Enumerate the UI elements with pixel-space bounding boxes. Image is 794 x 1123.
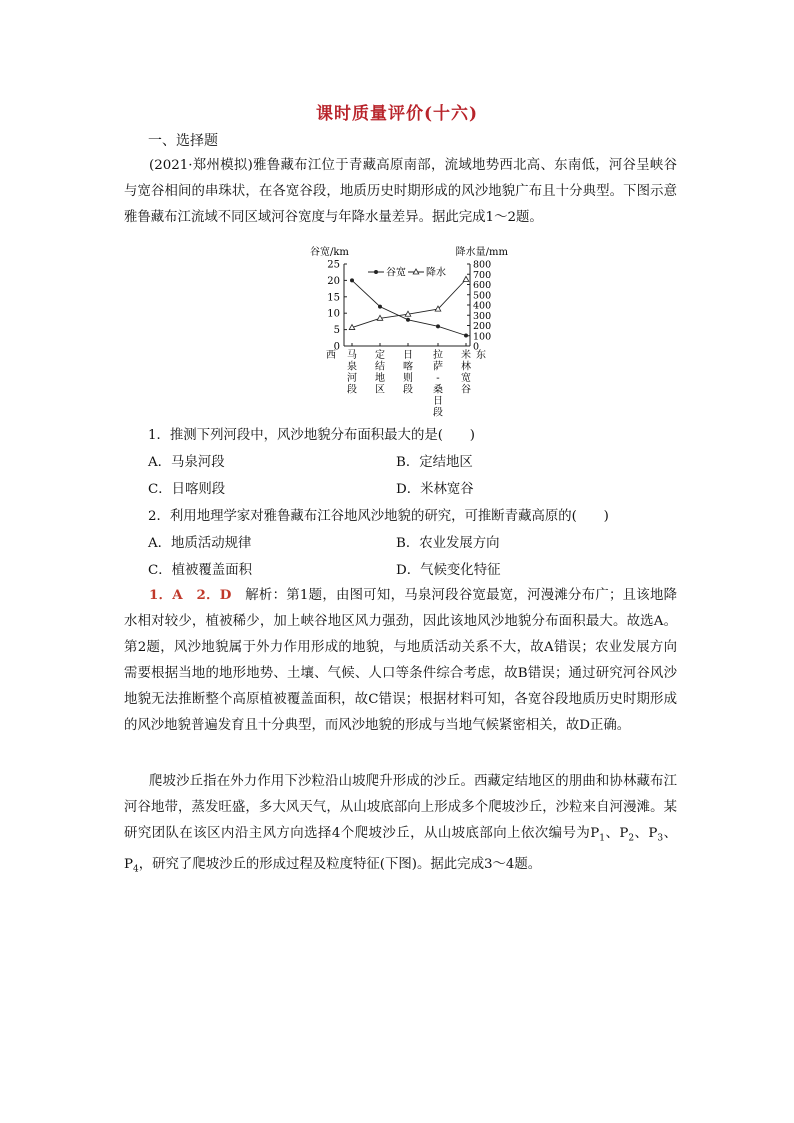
x-tick-label: 拉萨-桑日段: [433, 350, 443, 419]
q2-option-b[interactable]: B．农业发展方向: [396, 536, 500, 551]
legend-width-label: 谷宽: [386, 267, 406, 279]
page-title: 课时质量评价(十六): [315, 104, 479, 124]
left-tick-label: 25: [327, 259, 340, 271]
q2-option-d[interactable]: D．气候变化特征: [396, 563, 501, 578]
valley-width-point: [378, 305, 382, 309]
right-tick-label: 600: [473, 280, 492, 291]
passage-2-paragraph: 爬坡沙丘指在外力作用下沙粒沿山坡爬升形成的沙丘。西藏定结地区的朋曲和协林藏布江河谷地带，蒸发旺盛，多大风天气，从山坡底部向上形成多个爬坡沙丘，沙粒来自河漫滩。某研究团队在该区内沿主风方向选择4个爬坡沙丘，从山坡底部向上依次编号为$P_1$、$P_2$、$P_3$、$P_4$，研究了爬坡沙丘的形成过程及粒度特征(下图)。据此完成3～4题。: [124, 774, 678, 875]
x-tick-label: 马泉河段: [347, 350, 357, 396]
x-tick-label: 定结地区: [375, 350, 385, 396]
intro-paragraph: (2021·郑州模拟)雅鲁藏布江位于青藏高原南部，流域地势西北高、东南低，河谷呈峡谷与宽谷相间的串珠状，在各宽谷段，地质历史时期形成的风沙地貌广布且十分典型。下图示意雅鲁藏布江流域不同区域河谷宽度与年降水量差异。据此完成1～2题。: [124, 158, 677, 225]
legend-width-marker: [374, 270, 378, 274]
q1-option-d[interactable]: D．米林宽谷: [396, 482, 474, 497]
right-tick-label: 100: [473, 331, 492, 343]
x-tick-label: 米林宽谷: [461, 350, 471, 396]
answer-explanation: [124, 582, 677, 739]
right-tick-label: 700: [473, 269, 492, 281]
precipitation-point: [463, 276, 469, 281]
answer-text: 解析：第1题，由图可知，马泉河段谷宽最宽，河漫滩分布广；且该地降水相对较少，植被稀少，加上峡谷地区风力强劲，因此该地风沙地貌分布面积最大。故选A。第2题，风沙地貌属于外力作用形成的地貌，与地质活动关系不大，故A错误；农业发展方向需要根据当地的地形地势、土壤、气候、人口等条件综合考虑，故B错误；通过研究河谷风沙地貌无法推断整个高原植被覆盖面积，故C错误；根据材料可知，各宽谷段地质历史时期形成的风沙地貌普遍发育且十分典型，而风沙地貌的形成与当地气候紧密相关，故D正确。: [124, 588, 677, 733]
legend-rain-label: 降水: [426, 267, 446, 279]
left-tick-label: 10: [327, 308, 340, 320]
section-label: 一、选择题: [148, 133, 218, 149]
left-tick-label: 15: [327, 292, 340, 304]
right-tick-label: 200: [473, 321, 492, 332]
answer-key: 1．A 2．D: [149, 587, 232, 603]
question-1-stem: 1．推测下列河段中，风沙地貌分布面积最大的是( ): [148, 428, 475, 443]
x-axis-east-label: 东: [476, 350, 486, 361]
x-axis-west-label: 西: [326, 350, 336, 361]
valley-width-precipitation-chart: [308, 244, 508, 419]
valley-width-point: [350, 278, 354, 282]
q1-option-b[interactable]: B．定结地区: [396, 455, 473, 470]
left-axis-title: 谷宽/km: [310, 247, 349, 258]
right-tick-label: 500: [473, 290, 492, 302]
left-tick-label: 5: [333, 325, 340, 337]
x-tick-label: 日喀则段: [403, 350, 413, 396]
right-axis-title: 降水量/mm: [455, 247, 508, 258]
valley-width-line: [352, 280, 466, 335]
right-tick-label: 300: [473, 310, 492, 322]
q1-option-c[interactable]: C．日喀则段: [148, 482, 226, 497]
q2-option-a[interactable]: A．地质活动规律: [148, 536, 252, 551]
question-2-stem: 2．利用地理学家对雅鲁藏布江谷地风沙地貌的研究，可推断青藏高原的( ): [148, 509, 609, 524]
valley-width-point: [406, 318, 410, 322]
valley-width-point: [464, 334, 468, 338]
q1-option-a[interactable]: A．马泉河段: [148, 455, 225, 470]
q2-option-c[interactable]: C．植被覆盖面积: [148, 563, 252, 578]
left-tick-label: 20: [327, 275, 340, 287]
valley-width-point: [436, 324, 440, 328]
right-tick-label: 0: [473, 341, 480, 353]
right-tick-label: 800: [473, 259, 492, 271]
left-tick-label: 0: [333, 341, 340, 353]
right-tick-label: 400: [473, 300, 492, 312]
